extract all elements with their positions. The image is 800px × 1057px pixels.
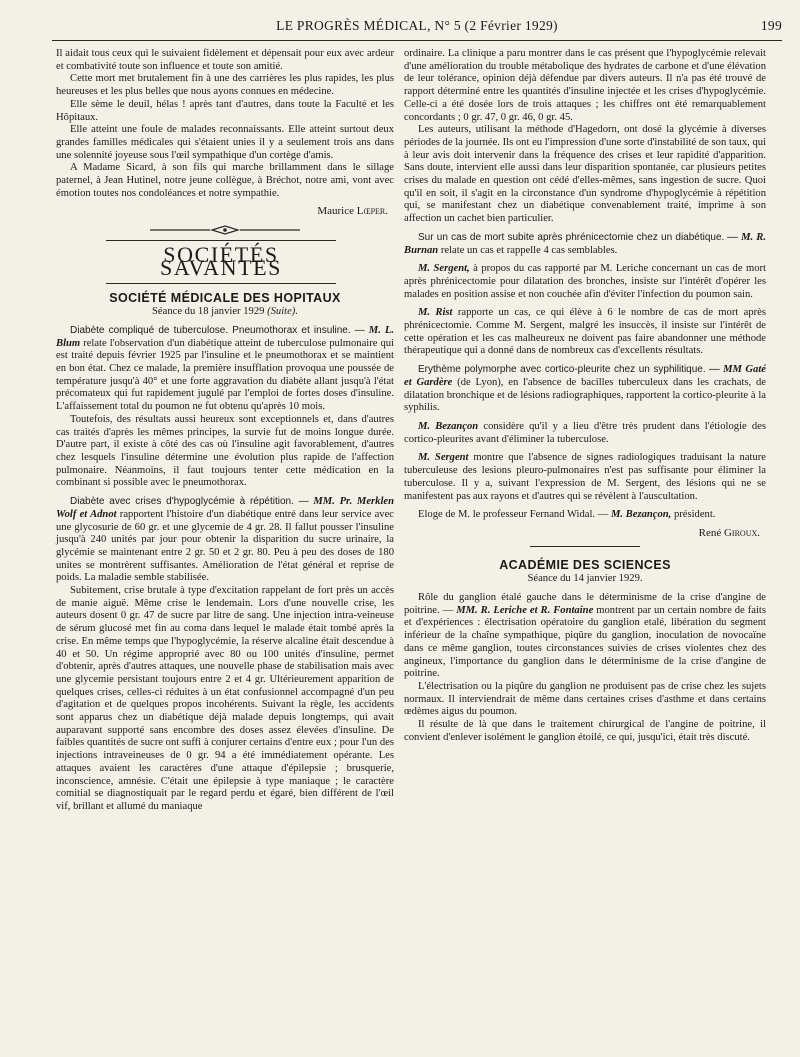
article-rubric: Diabète compliqué de tuberculose. Pneumothorax et insuline. — xyxy=(70,324,365,336)
article-paragraph: Subitement, crise brutale à type d'excitation rappelant de fort près un accès de manie aiguë. Même crise le lendemain. Lors d'une nouvelle crise, les auteurs dosent 0 gr. 47 de sucre par litre de sang. Une injection intra-veineuse de sérum glucosé met fin au coma dans lequel le malade était tombé après la crise. En même temps que l'hypoglycémie, la réserve alcaline était descendue à 40 et 50. Un régime approprié avec 80 ou 100 unités d'insuline, permet d'obtenir, après d'autres attaques, une nouvelle phase de stabilisation mais avec une glycemie persistant toujours entre 2 et 4 gr. Ultérieurement apparition de quelques crises, celles-ci réduites à un état confusionnel accompagné d'un peu d'agitation et de quelques propos incohérents. Suivant la règle, les accidents sont apparus chez un diabétique déjà malade depuis longtemps, qui avait auparavant supporté sans encombre des doses assez élevées d'insuline. De faibles quantités de sucre ont suffi à conjurer certains d'entre eux ; pour l'un des injections intraveineuses de 0 gr. 94 a été immédiatement opérante. Les attaques avaient les caractères d'une attaque d'épilepsie ; brusquerie, inconscience, amnésie. C'était une épilepsie à type maniaque ; le caractère comitial se diagnostiquait par le regard perdu et égaré, bien différent de l'œil vif, brillant et allumé du maniaque xyxy=(56,585,394,812)
article-paragraph: Toutefois, des résultats aussi heureux sont exceptionnels et, dans d'autres cas traités d'après les mêmes principes, la survie fut de moins longue durée. D'autre part, il existe à côté des cas où l'insuline agit favorablement, d'autres chez lesquels l'insuline détermine une évolution plus rapide de l'affection pulmonaire. Néanmoins, il faut toujours tenter cette médication en la combinant si possible avec le pneumothorax. xyxy=(56,413,394,489)
academy-authors: MM. R. Leriche et R. Fontaine xyxy=(456,604,594,616)
article-paragraph xyxy=(404,452,766,503)
society-title: SOCIÉTÉ MÉDICALE DES HOPITAUX xyxy=(109,290,341,305)
ornament-icon xyxy=(150,224,300,236)
article-text: à propos du cas rapporté par M. Leriche concernant un cas de mort après phrénicectomie pour dilatation des bronches, insiste sur l'intérêt d'opérer les malades en position assise et non couchée afin d'éviter l'infection du poumon sain. xyxy=(404,263,766,300)
academy-seance: Séance du 14 janvier 1929. xyxy=(527,573,643,585)
article-authors: MM. Pr. Merklen Wolf et Adnot xyxy=(56,496,394,520)
signature-first-name: René xyxy=(698,526,722,539)
signature-first-name: Maurice xyxy=(317,205,354,218)
article-authors: M. L. Blum xyxy=(56,324,395,349)
obituary-paragraph: Elle atteint une foule de malades reconnaissants. Elle atteint surtout deux grandes familles médicales qui s'étaient unies il y a seulement trois ans dans une solennité joyeuse sous l'œil sympathique d'un cortège d'amis. xyxy=(56,124,394,161)
obituary-paragraph: A Madame Sicard, à son fils qui marche brillamment dans le sillage paternel, à Jean Hutinel, notre jeune collègue, à Bréchot, notre ami, vont avec émotion toutes nos condoléances et notre sympathie. xyxy=(56,162,394,199)
page-header xyxy=(52,18,782,40)
article-text: relate l'observation d'un diabétique atteint de tuberculose pulmonaire qui est traité depuis février 1925 par l'insuline et le pneumothorax et se maintient en bon état. Chez ce malade, la première insufflation provoqua une poussée de température jusqu'à 40° et une forte aggravation du diabète allant jusqu'à l'état précomateux qui fut rapidement jugulé par l'emploi de fortes doses d'insuline. L'affaissement total du poumon ne fut obtenu qu'après 10 mois. xyxy=(56,337,394,413)
article-paragraph xyxy=(404,307,766,358)
right-column xyxy=(404,48,766,744)
section-divider xyxy=(530,546,640,547)
article-paragraph xyxy=(56,496,394,585)
article-authors: M. Sergent xyxy=(418,452,469,464)
signature-last-name: Giroux. xyxy=(723,526,760,539)
eloge-author: M. Bezançon, xyxy=(610,509,672,521)
article-text: considère qu'il y a lieu d'être très prudent dans l'étiologie des cortico-pleurites avant d'éliminer la tuberculose. xyxy=(404,420,767,445)
academy-text: montrent par un certain nombre de faits et d'expériences : électrisation opératoire du ganglion etalé, libération du segment inférieur de la chaîne sympathique, piqûre du ganglion, inoculation de novocaïne dans ce même ganglion, toutes circonstances suivies de crises violentes chez des angineux, l'importance du ganglion dans le déterminisme de la crise d'angine de poitrine. xyxy=(404,604,766,680)
academy-rubric: Rôle du ganglion étalé gauche dans le déterminisme de la crise d'angine de poitrine. — xyxy=(404,592,766,616)
obituary-paragraph: Elle sème le deuil, hélas ! après tant d'autres, dans toute la Faculté et les Hôpitaux. xyxy=(56,98,394,123)
article-rubric: Erythème polymorphe avec cortico-pleurite chez un syphilitique. xyxy=(418,364,706,376)
left-column xyxy=(56,48,394,814)
article-paragraph xyxy=(404,421,766,446)
article-paragraph xyxy=(404,232,766,257)
journal-title: LE PROGRÈS MÉDICAL, N° 5 (2 Février 1929) xyxy=(276,18,558,33)
academy-paragraph xyxy=(404,592,766,681)
obituary-paragraph: Cette mort met brutalement fin à une des carrières les plus rapides, les plus heureuses et les plus belles que nous ayons connues en médecine. xyxy=(56,73,394,98)
eloge-tail: président. xyxy=(673,509,716,521)
article-authors: — MM Gaté et Gardère xyxy=(404,364,766,388)
hagedorn-paragraph: Les auteurs, utilisant la méthode d'Hagedorn, ont dosé la glycémie à diverses périodes de la journée. Ils ont eu l'impression d'une sorte d'instabilité de son taux, qui à leur avis doit intervenir dans la fréquence des crises et leur rapidité d'apparition. Sans doute, intervient elle aussi dans leur disparition spontanée, car plusieurs petites crises du malade en question ont cédé d'elles-mêmes, sans ingestion de sucre. Quoi qu'il en soit, il s'agit en la circonstance d'un syndrome d'hypoglycémie à répétition qui, se manifestant chez un diabétique convenablement traité, imprime à son affection un cachet bien particulier. xyxy=(404,124,766,225)
article-authors: M. Bezançon xyxy=(418,420,479,432)
section-signature xyxy=(404,527,760,540)
article-rubric: Sur un cas de mort subite après phrénicectomie chez un diabétique. xyxy=(418,231,725,243)
eloge-text: Eloge de M. le professeur Fernand Widal. — xyxy=(418,509,609,521)
seance-suite: (Suite). xyxy=(267,306,298,318)
seance-date-text: Séance du 18 janvier 1929 xyxy=(152,306,265,318)
obituary-paragraph: Il aidait tous ceux qui le suivaient fidèlement et dépensait pour eux avec ardeur et combativité toute son influence et toute son amitié. xyxy=(56,48,394,72)
eloge-paragraph xyxy=(404,509,766,522)
ornament-divider xyxy=(56,224,394,236)
academy-paragraph: Il résulte de là que dans le traitement chirurgical de l'angine de poitrine, il convient d'enlever isolément le ganglion étoilé, ce qui, jusqu'ici, était très discuté. xyxy=(404,719,766,743)
article-text: montre que l'absence de signes radiologiques traduisant la nature tuberculeuse des lesions pleuro-pulmonaires n'est pas suffisante pour éliminer la tuberculose. Il y a, suivant l'expression de M. Sergent, des lésions qui ne se manifestent pas aux rayons et d'autres qui se révèlent à l'auscultation. xyxy=(404,452,766,502)
seance-date xyxy=(56,306,394,319)
continuation-paragraph: ordinaire. La clinique a paru montrer dans le cas présent que l'hypoglycémie relevait d'une amélioration du trouble métabolique des hydrates de carbone et d'une élévation de leur tolérance, opinion déjà défendue par divers auteurs. Il n'a pas été trouvé de rapport déterminé entre les quantités d'insuline injectée et les crises d'hypoglycémie. Celle-ci a été dosée lors de trois attaques ; les chiffres ont été remarquablement concordants ; 0 gr. 47, 0 gr. 46, 0 gr. 45. xyxy=(404,48,766,123)
article-text: relate un cas et rappelle 4 cas semblables. xyxy=(440,244,618,256)
article-text: rapportent l'histoire d'un diabétique entré dans leur service avec une glycosurie de 60 gr. et une glycemie de 4 gr. 28. Il fallut pousser l'insuline jusqu'à 240 unités par jour pour obtenir la disparition du sucre urinaire, la glycémie se maintenant entre 2 gr. 50 et 2 gr. 80. Peu à peu des doses de 180 unites se montrèrent suffisantes. Amélioration de l'état général et reprise de poids. La maladie semble stabilisée. xyxy=(56,508,395,584)
article-text: rapporte un cas, ce qui élève à 6 le nombre de cas de mort après phrénicectomie. Comme M. Sergent, malgré les insuccès, il insiste sur l'intérêt de cette opération et les cas malheureux ne doivent pas faire abandonner une méthode thérapeutique qui a donné dans de nombreux cas d'excellents résultats. xyxy=(404,307,766,357)
header-rule xyxy=(52,40,782,41)
article-paragraph xyxy=(404,263,766,301)
article-authors: — M. R. Burnan xyxy=(404,231,766,256)
academy-paragraph: L'électrisation ou la piqûre du ganglion ne produisent pas de crise chez les sujets normaux. Il interviendrait de même dans certaines crises d'asthme et dans certains œdèmes aigus du poumon. xyxy=(404,680,766,718)
academy-title: ACADÉMIE DES SCIENCES xyxy=(499,557,671,572)
article-paragraph xyxy=(56,325,394,414)
article-authors: M. Sergent, xyxy=(418,263,470,275)
article-rubric: Diabète avec crises d'hypoglycémie à répétition. — xyxy=(70,496,309,508)
obituary-signature xyxy=(56,205,388,218)
section-title: SOCIÉTÉS SAVANTES xyxy=(106,240,336,283)
page-number: 199 xyxy=(760,18,782,33)
article-paragraph xyxy=(404,364,766,415)
article-authors: M. Rist xyxy=(418,307,453,319)
article-text: (de Lyon), en l'absence de bacilles tuberculeux dans les crachats, de dilatation bronchique et de lésions radiographiques, rapportent la cortico-pleurite à la syphilis. xyxy=(404,376,767,414)
signature-last-name: Lœper. xyxy=(356,205,388,218)
